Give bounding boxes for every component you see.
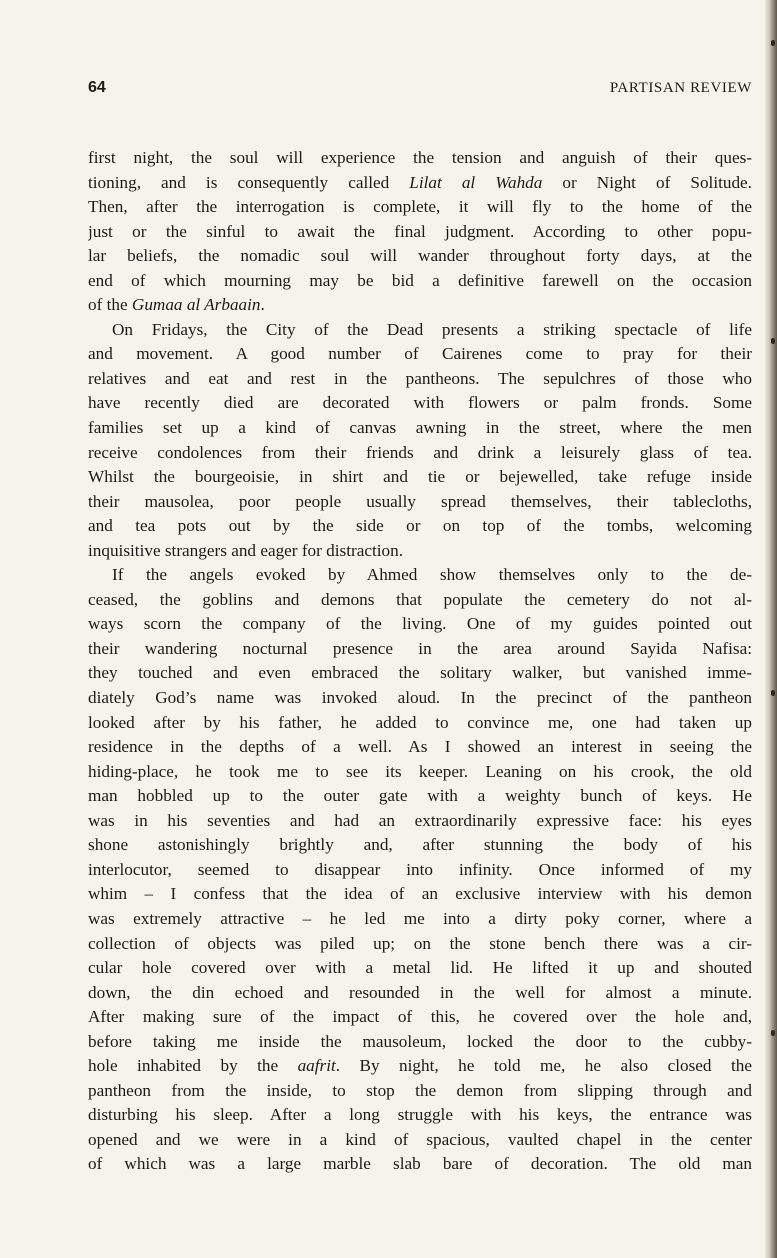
text-line — [88, 416, 752, 441]
text-segment: they touched and even embraced the solitary walker, but vanished imme- — [88, 663, 752, 683]
text-segment: man hobbled up to the outer gate with a weighty bunch of keys. He — [88, 786, 752, 806]
text-line — [88, 686, 752, 711]
text-segment: receive condolences from their friends and drink a leisurely glass of tea. — [88, 442, 752, 462]
text-segment: down, the din echoed and resounded in the well for almost a minute. — [88, 982, 752, 1002]
text-line — [88, 1030, 752, 1055]
text-line — [88, 342, 752, 367]
text-line — [88, 171, 752, 196]
edge-mark — [771, 690, 775, 696]
text-segment: was extremely attractive – he led me into a dirty poky corner, where a — [88, 908, 752, 928]
text-line — [88, 1005, 752, 1030]
text-line — [88, 490, 752, 515]
text-segment: tioning, and is consequently called — [88, 172, 410, 192]
text-line — [88, 882, 752, 907]
text-line — [88, 809, 752, 834]
text-line — [88, 784, 752, 809]
text-segment: collection of objects was piled up; on the stone bench there was a cir- — [88, 933, 752, 953]
text-segment: Whilst the bourgeoisie, in shirt and tie or bejewelled, take refuge inside — [88, 467, 752, 487]
text-segment: or Night of Solitude. — [542, 172, 752, 192]
text-segment: hiding-place, he took me to see its keeper. Leaning on his crook, the old — [88, 761, 752, 781]
text-segment: relatives and eat and rest in the pantheons. The sepulchres of those who — [88, 368, 752, 388]
text-segment: looked after by his father, he added to convince me, one had taken up — [88, 712, 752, 732]
text-segment: diately God’s name was invoked aloud. In the precinct of the pantheon — [88, 688, 752, 708]
text-segment: After making sure of the impact of this, he covered over the hole and, — [88, 1007, 752, 1027]
text-line — [88, 760, 752, 785]
text-segment: cular hole covered over with a metal lid. He lifted it up and shouted — [88, 958, 752, 978]
text-line — [88, 858, 752, 883]
text-line — [88, 1128, 752, 1153]
text-segment: Then, after the interrogation is complete, it will fly to the home of the — [88, 197, 752, 217]
text-segment: ceased, the goblins and demons that populate the cemetery do not al- — [88, 589, 752, 609]
text-line — [88, 1103, 752, 1128]
text-line — [88, 220, 752, 245]
text-line — [88, 195, 752, 220]
text-line — [88, 244, 752, 269]
body-text — [88, 146, 752, 1177]
text-segment: ways scorn the company of the living. One of my guides pointed out — [88, 614, 752, 634]
text-segment: hole inhabited by the — [88, 1056, 298, 1076]
text-segment: disturbing his sleep. After a long struggle with his keys, the entrance was — [88, 1105, 752, 1125]
text-line — [88, 932, 752, 957]
text-segment: lar beliefs, the nomadic soul will wander throughout forty days, at the — [88, 246, 752, 266]
text-segment: their mausolea, poor people usually spread themselves, their tablecloths, — [88, 491, 752, 511]
text-segment: residence in the depths of a well. As I showed an interest in seeing the — [88, 737, 752, 757]
text-line — [88, 981, 752, 1006]
text-line — [88, 661, 752, 686]
text-line — [88, 441, 752, 466]
text-line — [88, 465, 752, 490]
running-head — [88, 78, 752, 100]
text-line — [88, 539, 752, 564]
text-line — [88, 293, 752, 318]
text-line — [88, 269, 752, 294]
text-segment: first night, the soul will experience the tension and anguish of their ques- — [88, 148, 752, 167]
text-segment: was in his seventies and had an extraordinarily expressive face: his eyes — [88, 810, 752, 830]
text-segment: whim – I confess that the idea of an exclusive interview with his demon — [88, 884, 752, 904]
page-edge-shadow — [765, 0, 777, 1258]
italic-term: Gumaa al Arbaain — [131, 295, 261, 315]
text-segment: and tea pots out by the side or on top of the tombs, welcoming — [88, 516, 752, 536]
text-line — [88, 907, 752, 932]
italic-term: aafrit — [297, 1056, 336, 1076]
text-line — [88, 956, 752, 981]
text-line — [88, 391, 752, 416]
text-segment: If the angels evoked by Ahmed show themselves only to the de- — [112, 565, 752, 585]
text-line — [88, 563, 752, 588]
text-line — [88, 146, 752, 171]
text-segment: of which was a large marble slab bare of decoration. The old man — [88, 1154, 752, 1174]
text-segment: just or the sinful to await the final judgment. According to other popu- — [88, 221, 752, 241]
text-line — [88, 735, 752, 760]
text-segment: opened and we were in a kind of spacious, vaulted chapel in the center — [88, 1129, 752, 1149]
text-segment: end of which mourning may be bid a definitive farewell on the occasion — [88, 270, 752, 290]
text-segment: have recently died are decorated with flowers or palm fronds. Some — [88, 393, 752, 413]
text-line — [88, 1079, 752, 1104]
text-line — [88, 1054, 752, 1079]
edge-mark — [771, 1030, 775, 1036]
edge-mark — [771, 338, 775, 344]
text-line — [88, 637, 752, 662]
text-line — [88, 588, 752, 613]
text-segment: pantheon from the inside, to stop the demon from slipping through and — [88, 1080, 752, 1100]
text-segment: On Fridays, the City of the Dead presents a striking spectacle of life — [112, 319, 752, 339]
text-line — [88, 612, 752, 637]
text-line — [88, 367, 752, 392]
text-line — [88, 1152, 752, 1177]
text-line — [88, 318, 752, 343]
text-segment: families set up a kind of canvas awning in the street, where the men — [88, 418, 752, 438]
text-line — [88, 514, 752, 539]
text-segment: their wandering nocturnal presence in the area around Sayida Nafisa: — [88, 638, 752, 658]
text-segment: interlocutor, seemed to disappear into infinity. Once informed of my — [88, 859, 752, 879]
text-line — [88, 711, 752, 736]
journal-title: PARTISAN REVIEW — [609, 80, 752, 96]
text-segment: . — [260, 295, 265, 315]
text-segment: . By night, he told me, he also closed the — [335, 1056, 752, 1076]
page-number: 64 — [88, 79, 106, 96]
italic-term: Lilat al Wahda — [409, 172, 543, 192]
text-segment: shone astonishingly brightly and, after stunning the body of his — [88, 835, 752, 855]
text-segment: of the — [88, 295, 132, 315]
text-segment: inquisitive strangers and eager for distraction. — [88, 540, 404, 560]
text-segment: before taking me inside the mausoleum, locked the door to the cubby- — [88, 1031, 752, 1051]
text-segment: and movement. A good number of Cairenes come to pray for their — [88, 344, 752, 364]
text-line — [88, 833, 752, 858]
edge-mark — [771, 40, 775, 46]
